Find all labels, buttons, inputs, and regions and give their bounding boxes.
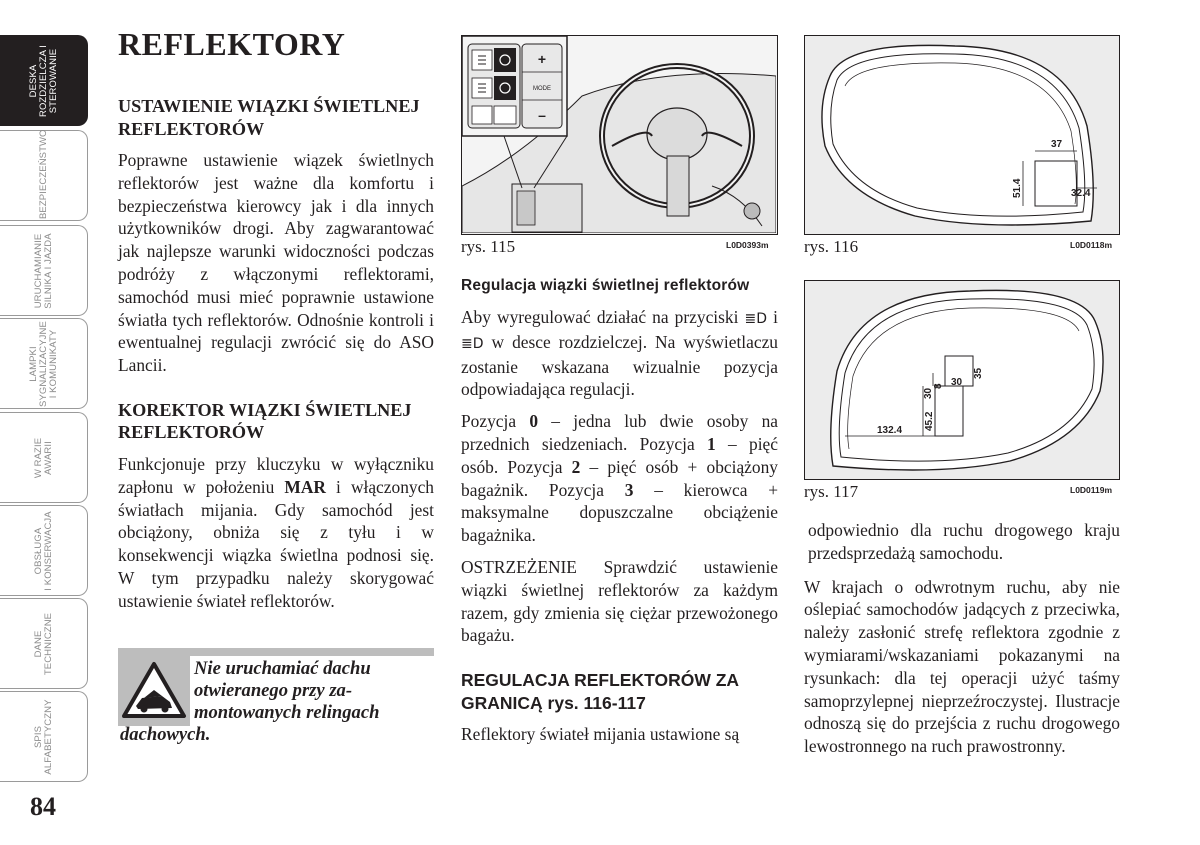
headlight-down-icon: ≣D xyxy=(744,311,768,327)
paragraph-reflektory-mijania: Reflektory świateł mijania ustawione są xyxy=(461,724,740,745)
tab-uruchamianie[interactable]: URUCHAMIANIE SILNIKA I JAZDA xyxy=(0,225,88,316)
middle-column xyxy=(461,275,778,746)
warning-box xyxy=(118,648,434,748)
tab-dane-techniczne[interactable]: DANE TECHNICZNE xyxy=(0,598,88,689)
plus-button-label: + xyxy=(537,51,547,67)
paragraph-korektor: Funkcjonuje przy kluczyku w wyłączniku zapłonu w położeniu MAR i włączonych światłach mijania. Gdy samochód jest obciążony, obniża się z tyłu i w konsekwencji wiązka świetlna podnosi się. W tym przypadku należy skorygować ustawienie świateł reflektorów. xyxy=(118,453,434,611)
section-title-regulacja-granica: REGULACJA REFLEKTORÓW ZA GRANICĄ rys. 116-117 xyxy=(461,670,739,713)
dim-116-right: 32.4 xyxy=(1071,188,1091,199)
subsection-title-regulacja: Regulacja wiązki świetlnej reflektorów xyxy=(461,277,750,294)
dim-116-left: 51.4 xyxy=(1012,178,1023,198)
dim-117-d: 8 xyxy=(933,383,944,389)
tab-w-razie-awarii[interactable]: W RAZIE AWARII xyxy=(0,412,88,503)
right-column xyxy=(804,519,1120,758)
page-number: 84 xyxy=(30,792,56,821)
paragraph-regulacja: Aby wyregulować działać na przyciski ≣D i ≣D w desce rozdzielczej. Na wyświetlaczu zostanie wskazana wizualnie pozycja odpowiadająca regulacji. xyxy=(461,307,778,400)
headlight-up-icon: ≣D xyxy=(461,335,484,352)
tab-deska-rozdzielcza[interactable]: DESKA ROZDZIELCZA I STEROWANIE xyxy=(0,35,88,126)
dim-117-b: 45.2 xyxy=(924,411,935,431)
figure-115-caption: rys. 115 xyxy=(461,237,516,256)
dim-116-top: 37 xyxy=(1051,139,1063,150)
figure-117-code: L0D0119m xyxy=(1070,485,1113,495)
figure-116-caption: rys. 116 xyxy=(804,237,859,256)
paragraph-w-krajach: W krajach o odwrotnym ruchu, aby nie oślepiać samochodów jadących z przeciwka, należy zasłonić strefę reflektora zgodnie z wymiarami/wskazaniami pokazanymi na rysunkach: dla tej operacji użyć taśmy samoprzylepnej nieprzeźroczystej. Ilustracje odnoszą się do przejścia z ruchu drogowego lewostronnego na ruch prawostronny. xyxy=(804,576,1120,757)
mode-button-label: MODE xyxy=(533,86,551,92)
dim-117-c: 30 xyxy=(923,387,934,399)
dim-117-e: 30 xyxy=(951,377,963,388)
tab-spis-alfabetyczny[interactable]: SPIS ALFABETYCZNY xyxy=(0,691,88,782)
tab-bezpieczenstwo[interactable]: BEZPIECZEŃSTWO xyxy=(0,130,88,221)
warning-bar xyxy=(118,648,434,656)
minus-button-label: – xyxy=(538,107,546,123)
figure-117-caption: rys. 117 xyxy=(804,482,859,501)
paragraph-kraju: odpowiednio dla ruchu drogowego kraju przedsprzedażą samochodu. xyxy=(808,520,1120,563)
paragraph-pozycje: Pozycja 0 – jedna lub dwie osoby na przednich siedzeniach. Pozycja 1 – pięć osób. Pozycja 2 – pięć osób + obciążony bagażnik. Pozycja 3 – kierowca + maksymalne dopuszczalne obciążenie bagażnika. xyxy=(461,411,778,546)
section-title-korektor: KOREKTOR WIĄZKI ŚWIETLNEJ REFLEKTORÓW xyxy=(118,399,412,443)
left-column xyxy=(118,95,434,613)
dim-117-f: 35 xyxy=(973,367,984,379)
figure-115-code: L0D0393m xyxy=(726,240,769,250)
page-title: REFLEKTORY xyxy=(118,26,346,62)
figure-115-dashboard xyxy=(461,35,778,235)
tab-obsluga[interactable]: OBSŁUGA I KONSERWACJA xyxy=(0,505,88,596)
dim-117-a: 132.4 xyxy=(877,425,903,436)
paragraph-ostrzezenie: OSTRZEŻENIE Sprawdzić ustawienie wiązki świetlnej reflektorów za każdym razem, gdy zmienia się ciężar przewożonego bagażu. xyxy=(461,556,778,646)
figure-117-headlight xyxy=(804,280,1120,480)
figure-116-headlight xyxy=(804,35,1120,235)
section-title-ustawienie: USTAWIENIE WIĄZKI ŚWIETLNEJ REFLEKTORÓW xyxy=(118,96,420,139)
figure-116-code: L0D0118m xyxy=(1070,240,1113,250)
paragraph-ustawienie: Poprawne ustawienie wiązek świetlnych reflektorów jest ważne dla komfortu i bezpieczeństwa kierowcy jak i dla innych użytkowników drogi. Aby zagwarantować jak najlepsze warunki widoczności podczas podróży z włączonymi reflektorami, samochód musi mieć poprawnie ustawione światła tych reflektorów. Odnośnie kontroli i ewentualnej regulacji zwrócić się do ASO Lancii. xyxy=(118,150,434,376)
warning-text: Nie uruchamiać dachu otwieranego przy za- montowanych relingach dachowych. xyxy=(120,658,380,745)
tab-lampki[interactable]: LAMPKI SYGNALIZACYJNE I KOMUNIKATY xyxy=(0,318,88,409)
